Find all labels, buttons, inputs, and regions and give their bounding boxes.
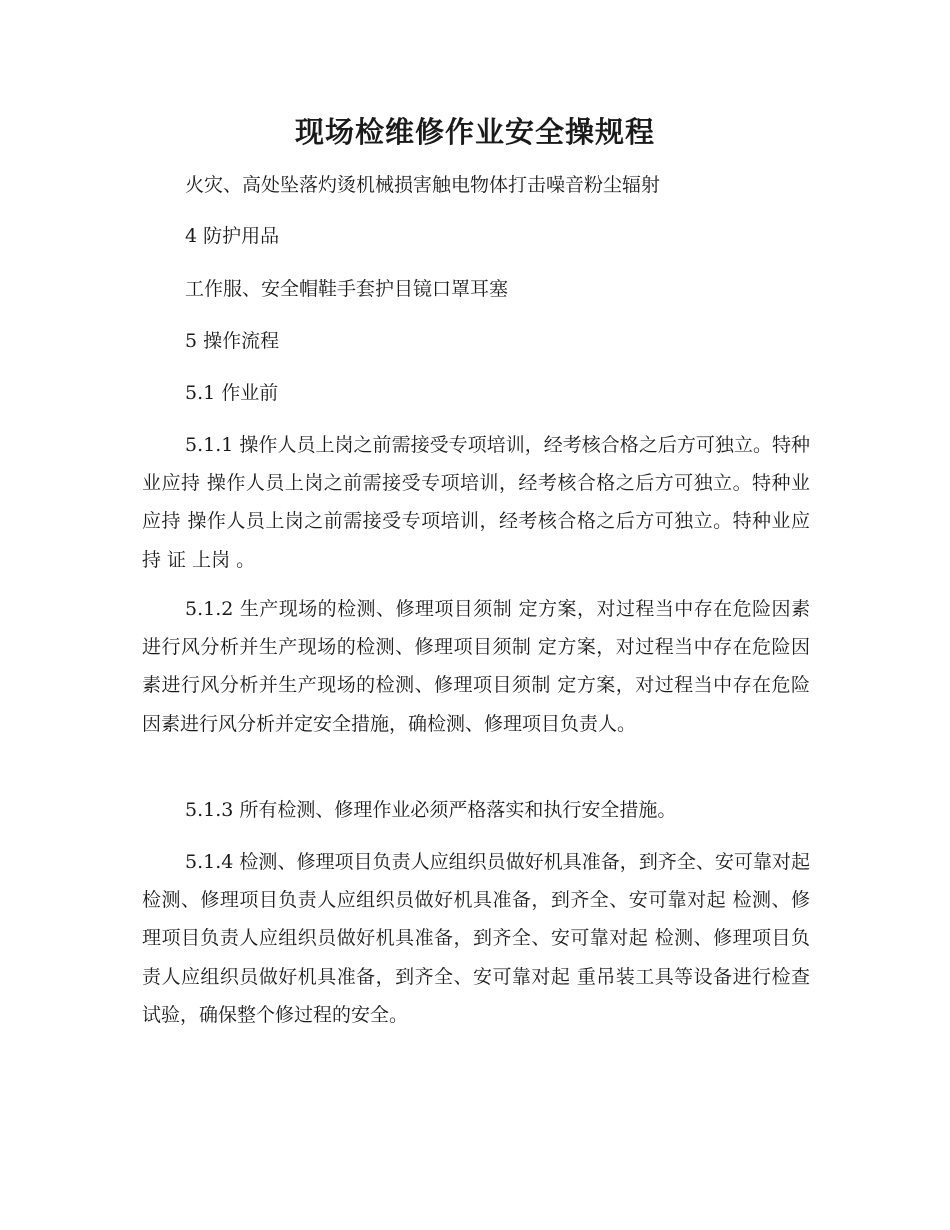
section-4-heading: 4 防护用品 [185, 225, 280, 247]
paragraph-5-1-3: 5.1.3 所有检测、修理作业必须严格落实和执行安全措施。 [185, 799, 677, 821]
section-5-1-heading: 5.1 作业前 [185, 382, 279, 404]
hazards-line: 火灾、高处坠落灼烫机械损害触电物体打击噪音粉尘辐射 [185, 174, 661, 196]
document-title: 现场检维修作业安全操规程 [294, 115, 655, 149]
paragraph-5-1-4: 5.1.4 检测、修理项目负责人应组织员做好机具准备，到齐全、安可靠对起 检测、修理项目负责人应组织员做好机具准备，到齐全、安可靠对起 检测、修理项目负责人应组织员做好机具准备，到齐全、安可靠对起 检测、修理项目负责人应组织员做好机具准备，到齐全、安可靠对起 重吊装工具等设备进行检查试验，确保整个修过程的安全。 [142, 851, 810, 1026]
paragraph-5-1-1: 5.1.1 操作人员上岗之前需接受专项培训，经考核合格之后方可独立。特种业应持 操作人员上岗之前需接受专项培训，经考核合格之后方可独立。特种业应持 操作人员上岗之前需接受专项培训，经考核合格之后方可独立。特种业应持 证 上岗 。 [142, 434, 810, 571]
paragraph-5-1-2: 5.1.2 生产现场的检测、修理项目须制 定方案，对过程当中存在危险因素进行风分析并生产现场的检测、修理项目须制 定方案，对过程当中存在危险因素进行风分析并生产现场的检测、修理项目须制 定方案，对过程当中存在危险因素进行风分析并定安全措施，确检测、修理项目负责人。 [142, 598, 810, 735]
section-4-content: 工作服、安全帽鞋手套护目镜口罩耳塞 [185, 278, 509, 300]
section-5-heading: 5 操作流程 [185, 330, 280, 352]
